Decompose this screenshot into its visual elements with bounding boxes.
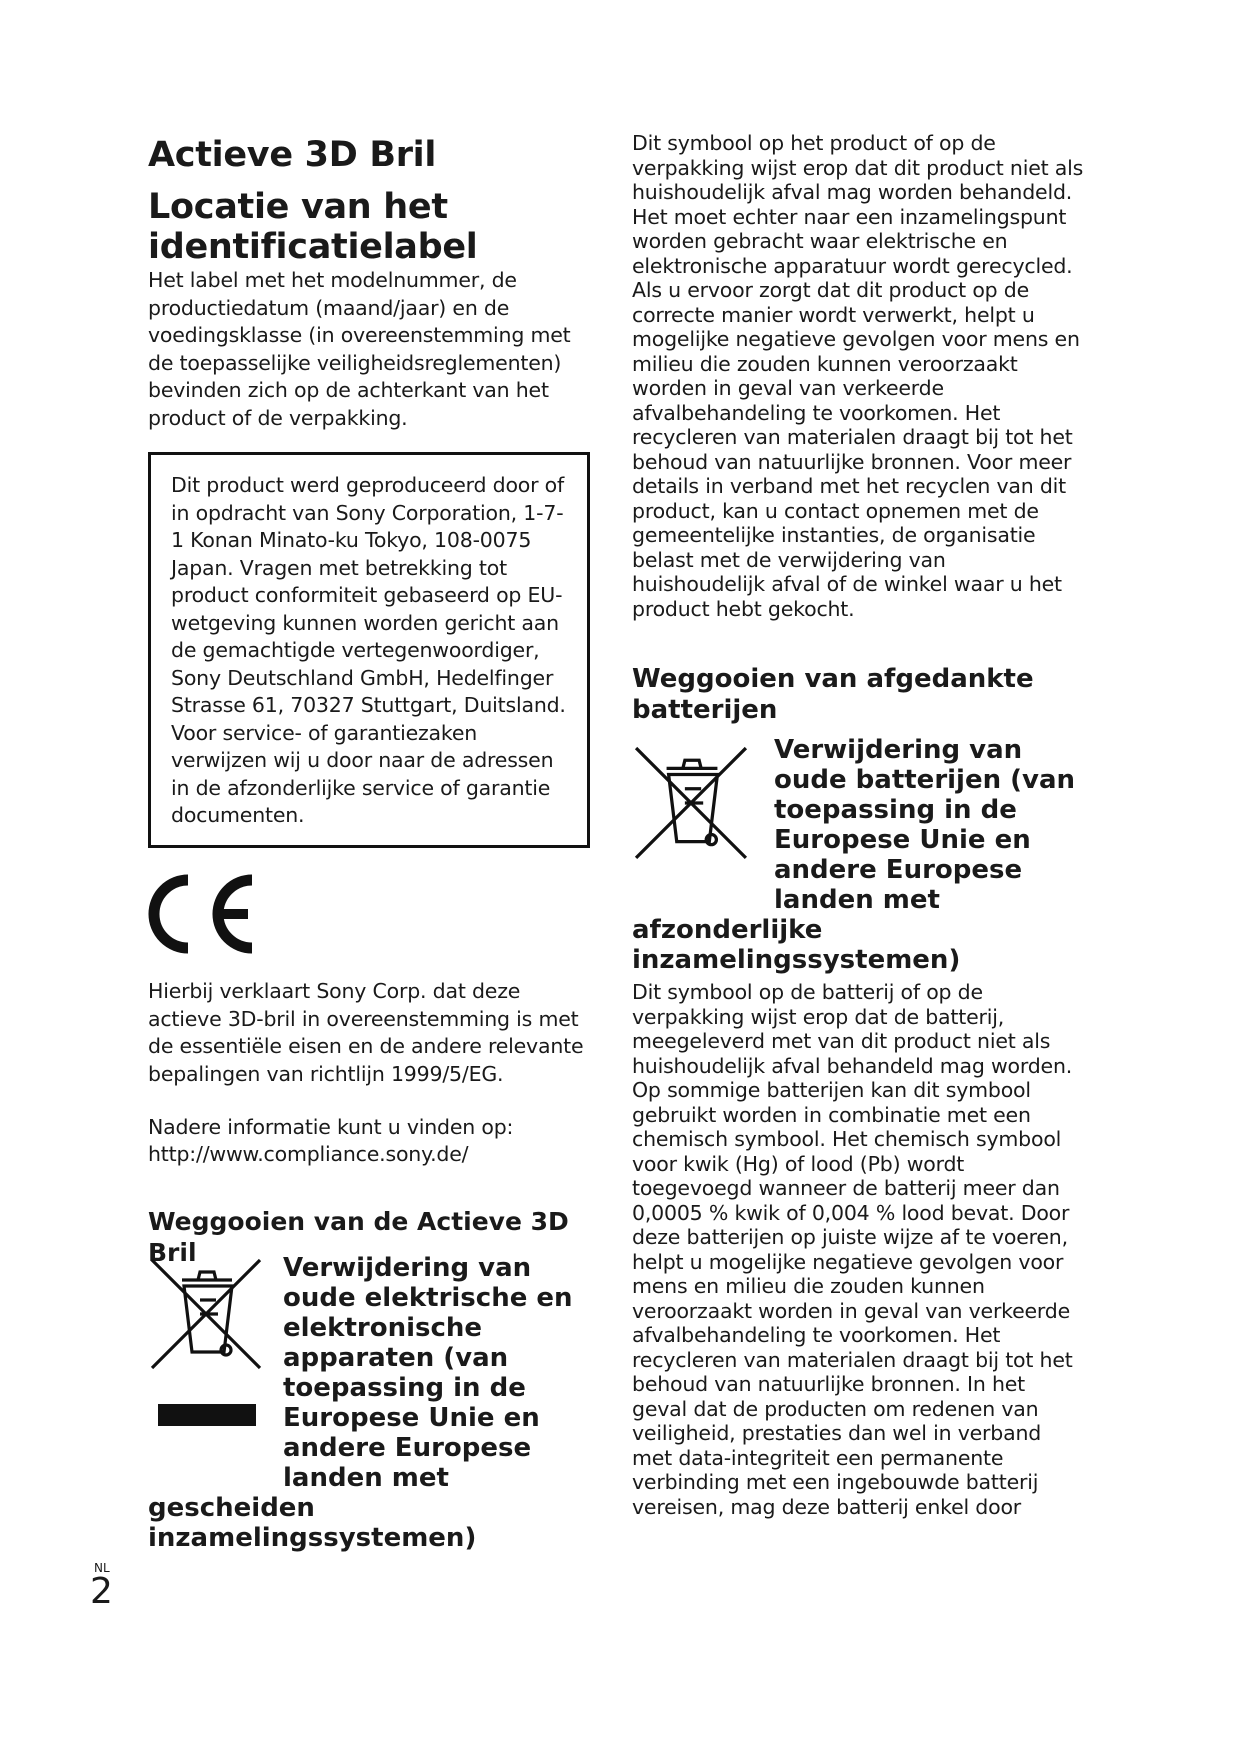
manufacturer-info-box [148,452,590,848]
ce-mark-icon [148,874,258,954]
weee-heading-text: Verwijdering van oude elektrische en elektronische apparaten (van toepassing in de Europese Unie en andere Europese landen met gescheiden inzamelingssystemen) [148,1253,573,1553]
manufacturer-info-text: Dit product werd geproduceerd door of in opdracht van Sony Corporation, 1-7-1 Konan Minato-ku Tokyo, 108-0075 Japan. Vragen met betrekking tot product conformiteit gebaseerd op EU-wetgeving kunnen worden gericht aan de gemachtigde vertegenwoordiger, Sony Deutschland GmbH, Hedelfinger Strasse 61, 70327 Stuttgart, Duitsland. Voor service- of garantiezaken verwijzen wij u door naar de adressen in de afzonderlijke service of garantie documenten. [171,473,566,827]
label-location-heading: Locatie van het identificatielabel [148,187,478,267]
battery-sub-heading-text: Verwijdering van oude batterijen (van toepassing in de Europese Unie en andere Europese landen met afzonderlijke inzamelingssystemen) [632,735,1076,975]
battery-sub-heading [632,735,1084,975]
page-number: 2 [90,1571,113,1612]
language-code: NL [94,1561,110,1575]
battery-text: Dit symbool op de batterij of op de verpakking wijst erop dat de batterij, meegeleverd met van dit product niet als huishoudelijk afval behandeld mag worden. Op sommige batterijen kan dit symbool gebruikt worden in combinatie met een chemisch symbool. Het chemisch symbool voor kwik (Hg) of lood (Pb) wordt toegevoegd wanneer de batterij meer dan 0,0005 % kwik of 0,004 % lood bevat. Door deze batterijen op juiste wijze af te voeren, helpt u mogelijke negatieve gevolgen voor mens en milieu die zouden kunnen veroorzaakt worden in geval van verkeerde afvalbehandeling te voorkomen. Het recycleren van materialen draagt bij tot het behoud van natuurlijke bronnen. In het geval dat de producten om redenen van veiligheid, prestaties dan wel in verband met data-integriteit een permanente verbinding met een ingebouwde batterij vereisen, mag deze batterij enkel door [632,980,1073,1519]
declaration-text: Hierbij verklaart Sony Corp. dat deze actieve 3D-bril in overeenstemming is met de essentiële eisen en de andere relevante bepalingen van richtlijn 1999/5/EG. [148,979,584,1086]
page-title: Actieve 3D Bril [148,135,437,175]
weee-heading [148,1253,593,1553]
info-label: Nadere informatie kunt u vinden op: [148,1115,514,1139]
battery-disposal-heading: Weggooien van afgedankte batterijen [632,664,1034,725]
info-url-link[interactable]: http://www.compliance.sony.de/ [148,1142,469,1166]
symbol-explanation-text: Dit symbool op het product of op de verpakking wijst erop dat dit product niet als huishoudelijk afval mag worden behandeld. Het moet echter naar een inzamelingspunt worden gebracht waar elektrische en elektronische apparatuur wordt gerecycled. Als u ervoor zorgt dat dit product op de correcte manier wordt verwerkt, helpt u mogelijke negatieve gevolgen voor mens en milieu die zouden kunnen veroorzaakt worden in geval van verkeerde afvalbehandeling te voorkomen. Het recycleren van materialen draagt bij tot het behoud van natuurlijke bronnen. Voor meer details in verband met het recyclen van dit product, kan u contact opnemen met de gemeentelijke instanties, de organisatie belast met de verwijdering van huishoudelijk afval of de winkel waar u het product hebt gekocht. [632,131,1084,621]
disposal-heading: Weggooien van de Actieve 3D Bril [148,1207,569,1267]
label-location-text: Het label met het modelnummer, de productiedatum (maand/jaar) en de voedingsklasse (in overeenstemming met de toepasselijke veiligheidsreglementen) bevinden zich op de achterkant van het product of de verpakking. [148,268,571,430]
